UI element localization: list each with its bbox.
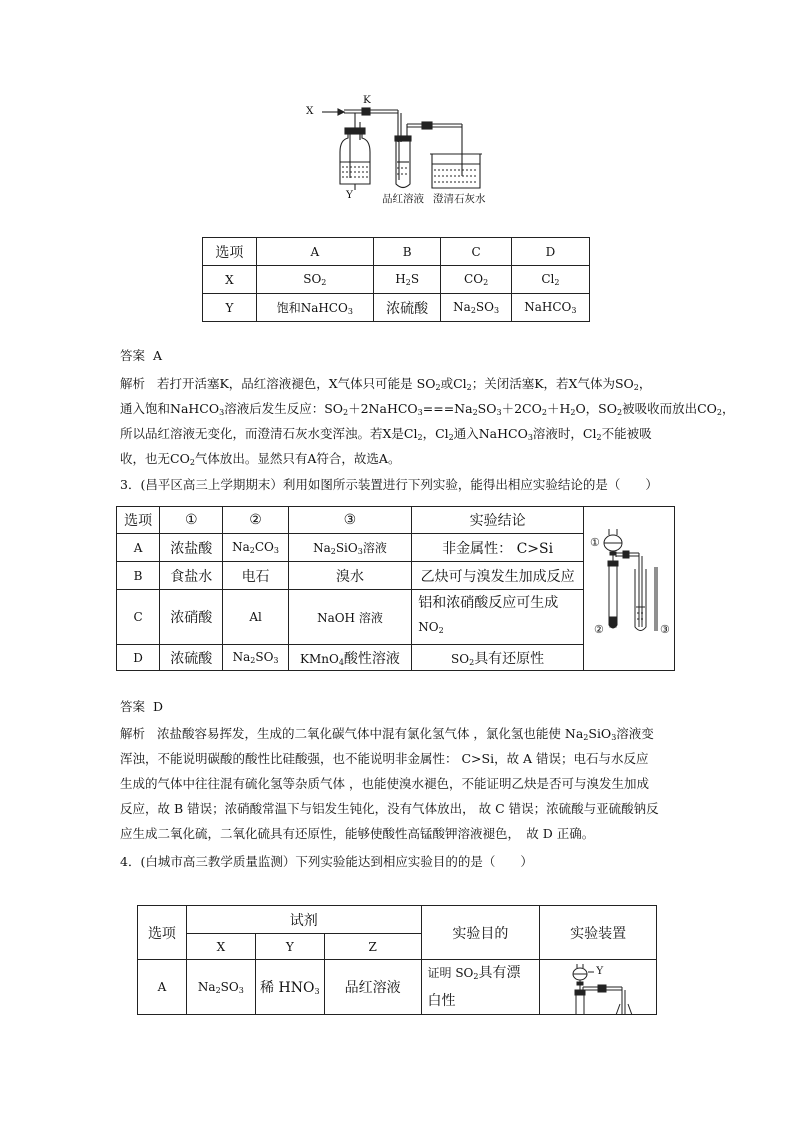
q3-title: 3．(昌平区高三上学期期末）利用如图所示装置进行下列实验，能得出相应实验结论的是（ ） xyxy=(120,477,658,492)
q3-row-b-c2: 电石 xyxy=(223,562,288,590)
q3-row-d-c3: KMnO$_4$酸性溶液 xyxy=(288,645,412,671)
apparatus-1-drawing xyxy=(300,92,500,207)
q3-row-a-c4: 非金属性： C>Si xyxy=(412,534,584,562)
figure-apparatus-3 xyxy=(581,506,675,671)
q2-analysis-line2: 通入饱和NaHCO$_3$溶液后发生反应：$SO_2+2NaHCO_3===Na_2SO_3+2CO_2+H_2O$，$SO_2$被吸收而放出$CO_2$， xyxy=(120,401,735,417)
table-row xyxy=(117,562,584,590)
table1-y-c: $Na_2SO_3$ xyxy=(441,294,511,322)
q4-header-x: X xyxy=(186,934,255,960)
answer-value: A xyxy=(152,348,162,363)
q3-figure-label-1: ① xyxy=(590,536,600,549)
table-row xyxy=(117,590,584,645)
q4-row-a-purpose: 证明 $SO_2$具有漂 白性 xyxy=(421,960,540,1015)
table-row xyxy=(203,266,590,294)
q3-row-a-c3: $Na_2SiO_3$溶液 xyxy=(288,534,412,562)
analysis-label: 解析 xyxy=(120,376,146,391)
q4-title: 4．(白城市高三教学质量监测）下列实验能达到相应实验目的的是（ ） xyxy=(120,854,533,869)
table-row xyxy=(203,238,590,266)
q3-analysis-line3: 生成的气体中往往混有硫化氢等杂质气体 ，也能使溴水褪色，不能证明乙炔是否可与溴发生加成 xyxy=(120,776,649,791)
table-question4-options xyxy=(137,905,657,1015)
q4-figure-y-label: Y xyxy=(596,965,604,977)
table1-header-a: A xyxy=(256,238,373,266)
q4-header-device: 实验装置 xyxy=(540,906,657,960)
q3-header-1: ① xyxy=(160,507,223,534)
q3-row-c-c3: NaOH 溶液 xyxy=(288,590,412,645)
table1-header-option: 选项 xyxy=(203,238,257,266)
q3-analysis-line2: 浑浊，不能说明碳酸的酸性比硅酸强，也不能说明非金属性： C>Si，故 A 错误；电石与水反应 xyxy=(120,751,649,766)
q4-header-z: Z xyxy=(324,934,421,960)
q2-analysis-line4: 收，也无$CO_2$气体放出。显然只有A符合，故选A。 xyxy=(120,451,401,467)
q3-row-a-c2: $Na_2CO_3$ xyxy=(223,534,288,562)
q2-analysis-line1: 解析 若打开活塞K，品红溶液褪色，X气体只可能是 $SO_2$或$Cl_2$；关闭活塞K，若X气体为$SO_2$， xyxy=(120,376,652,392)
figure1-y-label: Y xyxy=(346,189,353,201)
q4-header-reagent: 试剂 xyxy=(186,906,421,934)
table1-y-b: 浓硫酸 xyxy=(373,294,441,322)
table1-x-c: $CO_2$ xyxy=(441,266,511,294)
table-row xyxy=(138,960,657,1015)
q4-row-a-y: 稀 $HNO_3$ xyxy=(255,960,324,1015)
q4-row-a-x: $Na_2SO_3$ xyxy=(186,960,255,1015)
q3-row-a-option: A xyxy=(117,534,160,562)
q3-row-d-c1: 浓硫酸 xyxy=(160,645,223,671)
q4-row-a-option: A xyxy=(138,960,187,1015)
q3-figure-label-2: ② xyxy=(594,623,604,636)
figure1-caption-limewater: 澄清石灰水 xyxy=(433,193,486,205)
q2-answer xyxy=(120,344,680,369)
q3-row-b-c1: 食盐水 xyxy=(160,562,223,590)
table1-y-a: 饱和NaHCO$_3$ xyxy=(256,294,373,322)
q3-header-3: ③ xyxy=(288,507,412,534)
q3-row-b-c4: 乙炔可与溴发生加成反应 xyxy=(412,562,584,590)
table-row xyxy=(138,906,657,934)
answer-label: 答案 xyxy=(120,348,146,363)
q3-header-option: 选项 xyxy=(117,507,160,534)
q4-row-a-device xyxy=(540,960,657,1015)
q3-row-c-c1: 浓硝酸 xyxy=(160,590,223,645)
table1-header-c: C xyxy=(441,238,511,266)
table1-header-b: B xyxy=(373,238,441,266)
q3-row-d-c4: $SO_2$具有还原性 xyxy=(412,645,584,671)
q3-analysis-line1: 解析 浓盐酸容易挥发，生成的二氧化碳气体中混有氯化氢气体 ，氯化氢也能使 $Na_2SiO_3$溶液变 xyxy=(120,726,654,742)
q3-header-conclusion: 实验结论 xyxy=(412,507,584,534)
answer-value: D xyxy=(152,699,163,714)
table-question3-options xyxy=(116,506,584,671)
figure1-caption-pinhong: 品红溶液 xyxy=(382,193,424,205)
q3-row-b-c3: 溴水 xyxy=(288,562,412,590)
q3-row-c-option: C xyxy=(117,590,160,645)
q2-analysis-line3: 所以品红溶液无变化，而澄清石灰水变浑浊。若X是$Cl_2$，$Cl_2$通入NaHCO$_3$溶液时，$Cl_2$不能被吸 xyxy=(120,426,652,442)
q4-header-option: 选项 xyxy=(138,906,187,960)
q3-row-d-c2: $Na_2SO_3$ xyxy=(223,645,288,671)
q3-row-c-c2: Al xyxy=(223,590,288,645)
q3-analysis-line5: 应生成二氧化硫，二氧化硫具有还原性，能够使酸性高锰酸钾溶液褪色， 故 D 正确。 xyxy=(120,826,595,841)
figure1-x-label: X xyxy=(306,105,314,117)
figure1-k-label: K xyxy=(363,94,371,106)
figure-apparatus-1 xyxy=(300,92,500,207)
q4-row-a-z: 品红溶液 xyxy=(324,960,421,1015)
table1-row-x-label: X xyxy=(203,266,257,294)
q3-header-2: ② xyxy=(223,507,288,534)
table-row xyxy=(117,507,584,534)
answer-label: 答案 xyxy=(120,699,146,714)
analysis-label: 解析 xyxy=(120,726,146,741)
table1-x-d: $Cl_2$ xyxy=(511,266,589,294)
q3-row-b-option: B xyxy=(117,562,160,590)
apparatus-3-drawing xyxy=(581,507,674,670)
table-row xyxy=(203,294,590,322)
table1-x-b: $H_2S$ xyxy=(373,266,441,294)
table1-x-a: $SO_2$ xyxy=(256,266,373,294)
table1-header-d: D xyxy=(511,238,589,266)
q4-header-y: Y xyxy=(255,934,324,960)
table-question2-options xyxy=(202,237,590,322)
table1-row-y-label: Y xyxy=(203,294,257,322)
q3-figure-label-3: ③ xyxy=(660,623,670,636)
q3-analysis-line4: 反应，故 B 错误；浓硝酸常温下与铝发生钝化，没有气体放出， 故 C 错误；浓硫酸与亚硫酸钠反 xyxy=(120,801,659,816)
table1-y-d: NaHCO$_3$ xyxy=(511,294,589,322)
q3-answer xyxy=(120,695,680,720)
q3-row-a-c1: 浓盐酸 xyxy=(160,534,223,562)
table-row xyxy=(117,645,584,671)
table-row xyxy=(117,534,584,562)
q4-header-purpose: 实验目的 xyxy=(421,906,540,960)
q3-row-c-c4: 铝和浓硝酸反应可生成 $NO_2$ xyxy=(412,590,584,645)
q3-row-d-option: D xyxy=(117,645,160,671)
